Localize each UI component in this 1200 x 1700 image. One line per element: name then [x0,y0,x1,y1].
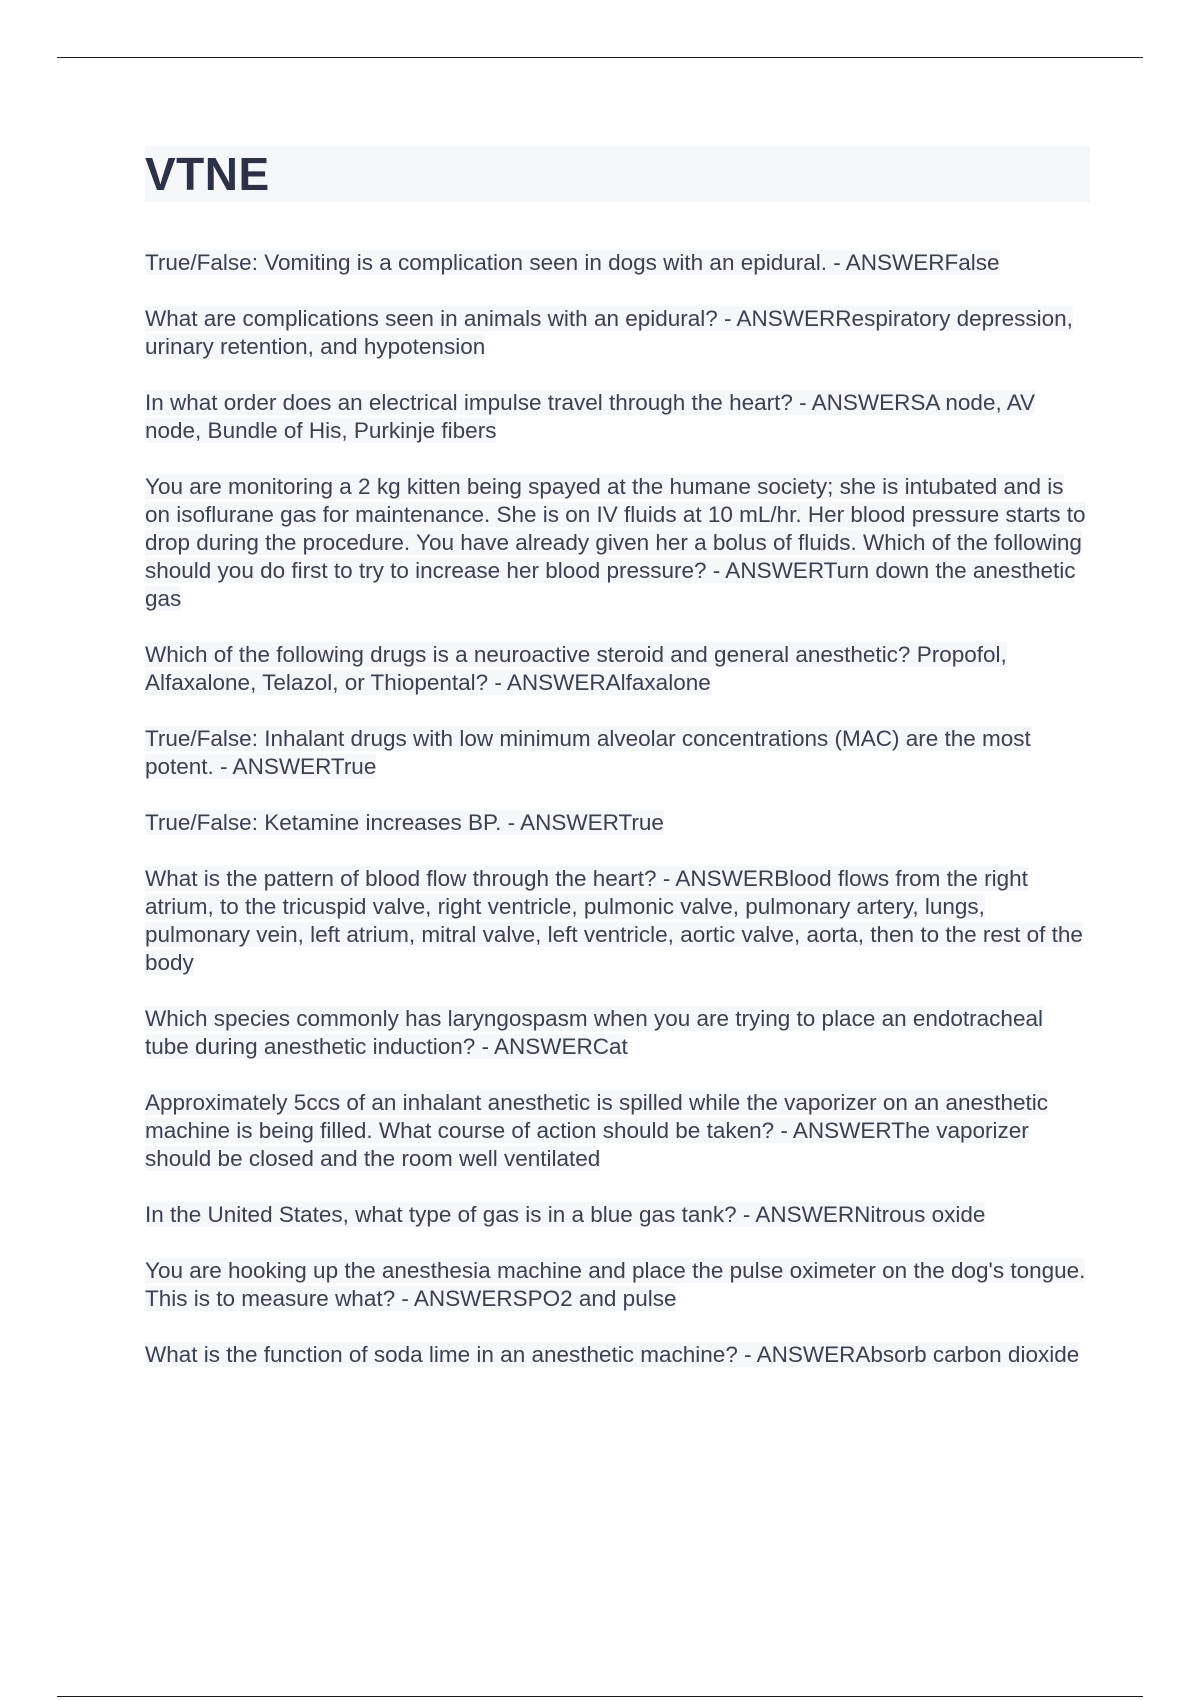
qa-list [145,249,1090,1369]
qa-item [145,1341,1090,1369]
qa-text: Which species commonly has laryngospasm when you are trying to place an endotracheal tube during anesthetic induction? - ANSWERCat [145,1006,1043,1059]
qa-text: True/False: Vomiting is a complication seen in dogs with an epidural. - ANSWERFalse [145,250,1000,275]
qa-text: Which of the following drugs is a neuroactive steroid and general anesthetic? Propofol, Alfaxalone, Telazol, or Thiopental? - ANSWERAlfaxalone [145,642,1007,695]
qa-text: In what order does an electrical impulse travel through the heart? - ANSWERSA node, AV node, Bundle of His, Purkinje fibers [145,390,1036,443]
qa-item [145,865,1090,977]
qa-text: True/False: Inhalant drugs with low minimum alveolar concentrations (MAC) are the most potent. - ANSWERTrue [145,726,1031,779]
qa-text: True/False: Ketamine increases BP. - ANSWERTrue [145,810,664,835]
qa-item [145,1089,1090,1173]
bottom-rule [57,1696,1143,1697]
title-band [145,146,1090,202]
qa-item [145,389,1090,445]
qa-text: Approximately 5ccs of an inhalant anesthetic is spilled while the vaporizer on an anesthetic machine is being filled. What course of action should be taken? - ANSWERThe vaporizer should be closed and the room well ventilated [145,1090,1049,1171]
qa-text: You are monitoring a 2 kg kitten being spayed at the humane society; she is intubated and is on isoflurane gas for maintenance. She is on IV fluids at 10 mL/hr. Her blood pressure starts to drop during the procedure. You have already given her a bolus of fluids. Which of the following should you do first to try to increase her blood pressure? - ANSWERTurn down the anesthetic gas [145,474,1086,611]
qa-item [145,725,1090,781]
qa-item [145,249,1090,277]
qa-item [145,1201,1090,1229]
qa-item [145,809,1090,837]
page-title: VTNE [145,148,270,200]
qa-item [145,305,1090,361]
qa-text: You are hooking up the anesthesia machine and place the pulse oximeter on the dog's tongue. This is to measure what? - ANSWERSPO2 and pulse [145,1258,1086,1311]
qa-item [145,1005,1090,1061]
qa-text: What is the pattern of blood flow through the heart? - ANSWERBlood flows from the right atrium, to the tricuspid valve, right ventricle, pulmonic valve, pulmonary artery, lungs, pulmonary vein, left atrium, mitral valve, left ventricle, aortic valve, aorta, then to the rest of the body [145,866,1083,975]
qa-item [145,641,1090,697]
qa-text: What is the function of soda lime in an anesthetic machine? - ANSWERAbsorb carbon dioxide [145,1342,1080,1367]
qa-text: What are complications seen in animals with an epidural? - ANSWERRespiratory depression, urinary retention, and hypotension [145,306,1073,359]
qa-text: In the United States, what type of gas is in a blue gas tank? - ANSWERNitrous oxide [145,1202,986,1227]
document-body [145,146,1090,1397]
qa-item [145,473,1090,613]
top-rule [57,57,1143,58]
qa-item [145,1257,1090,1313]
